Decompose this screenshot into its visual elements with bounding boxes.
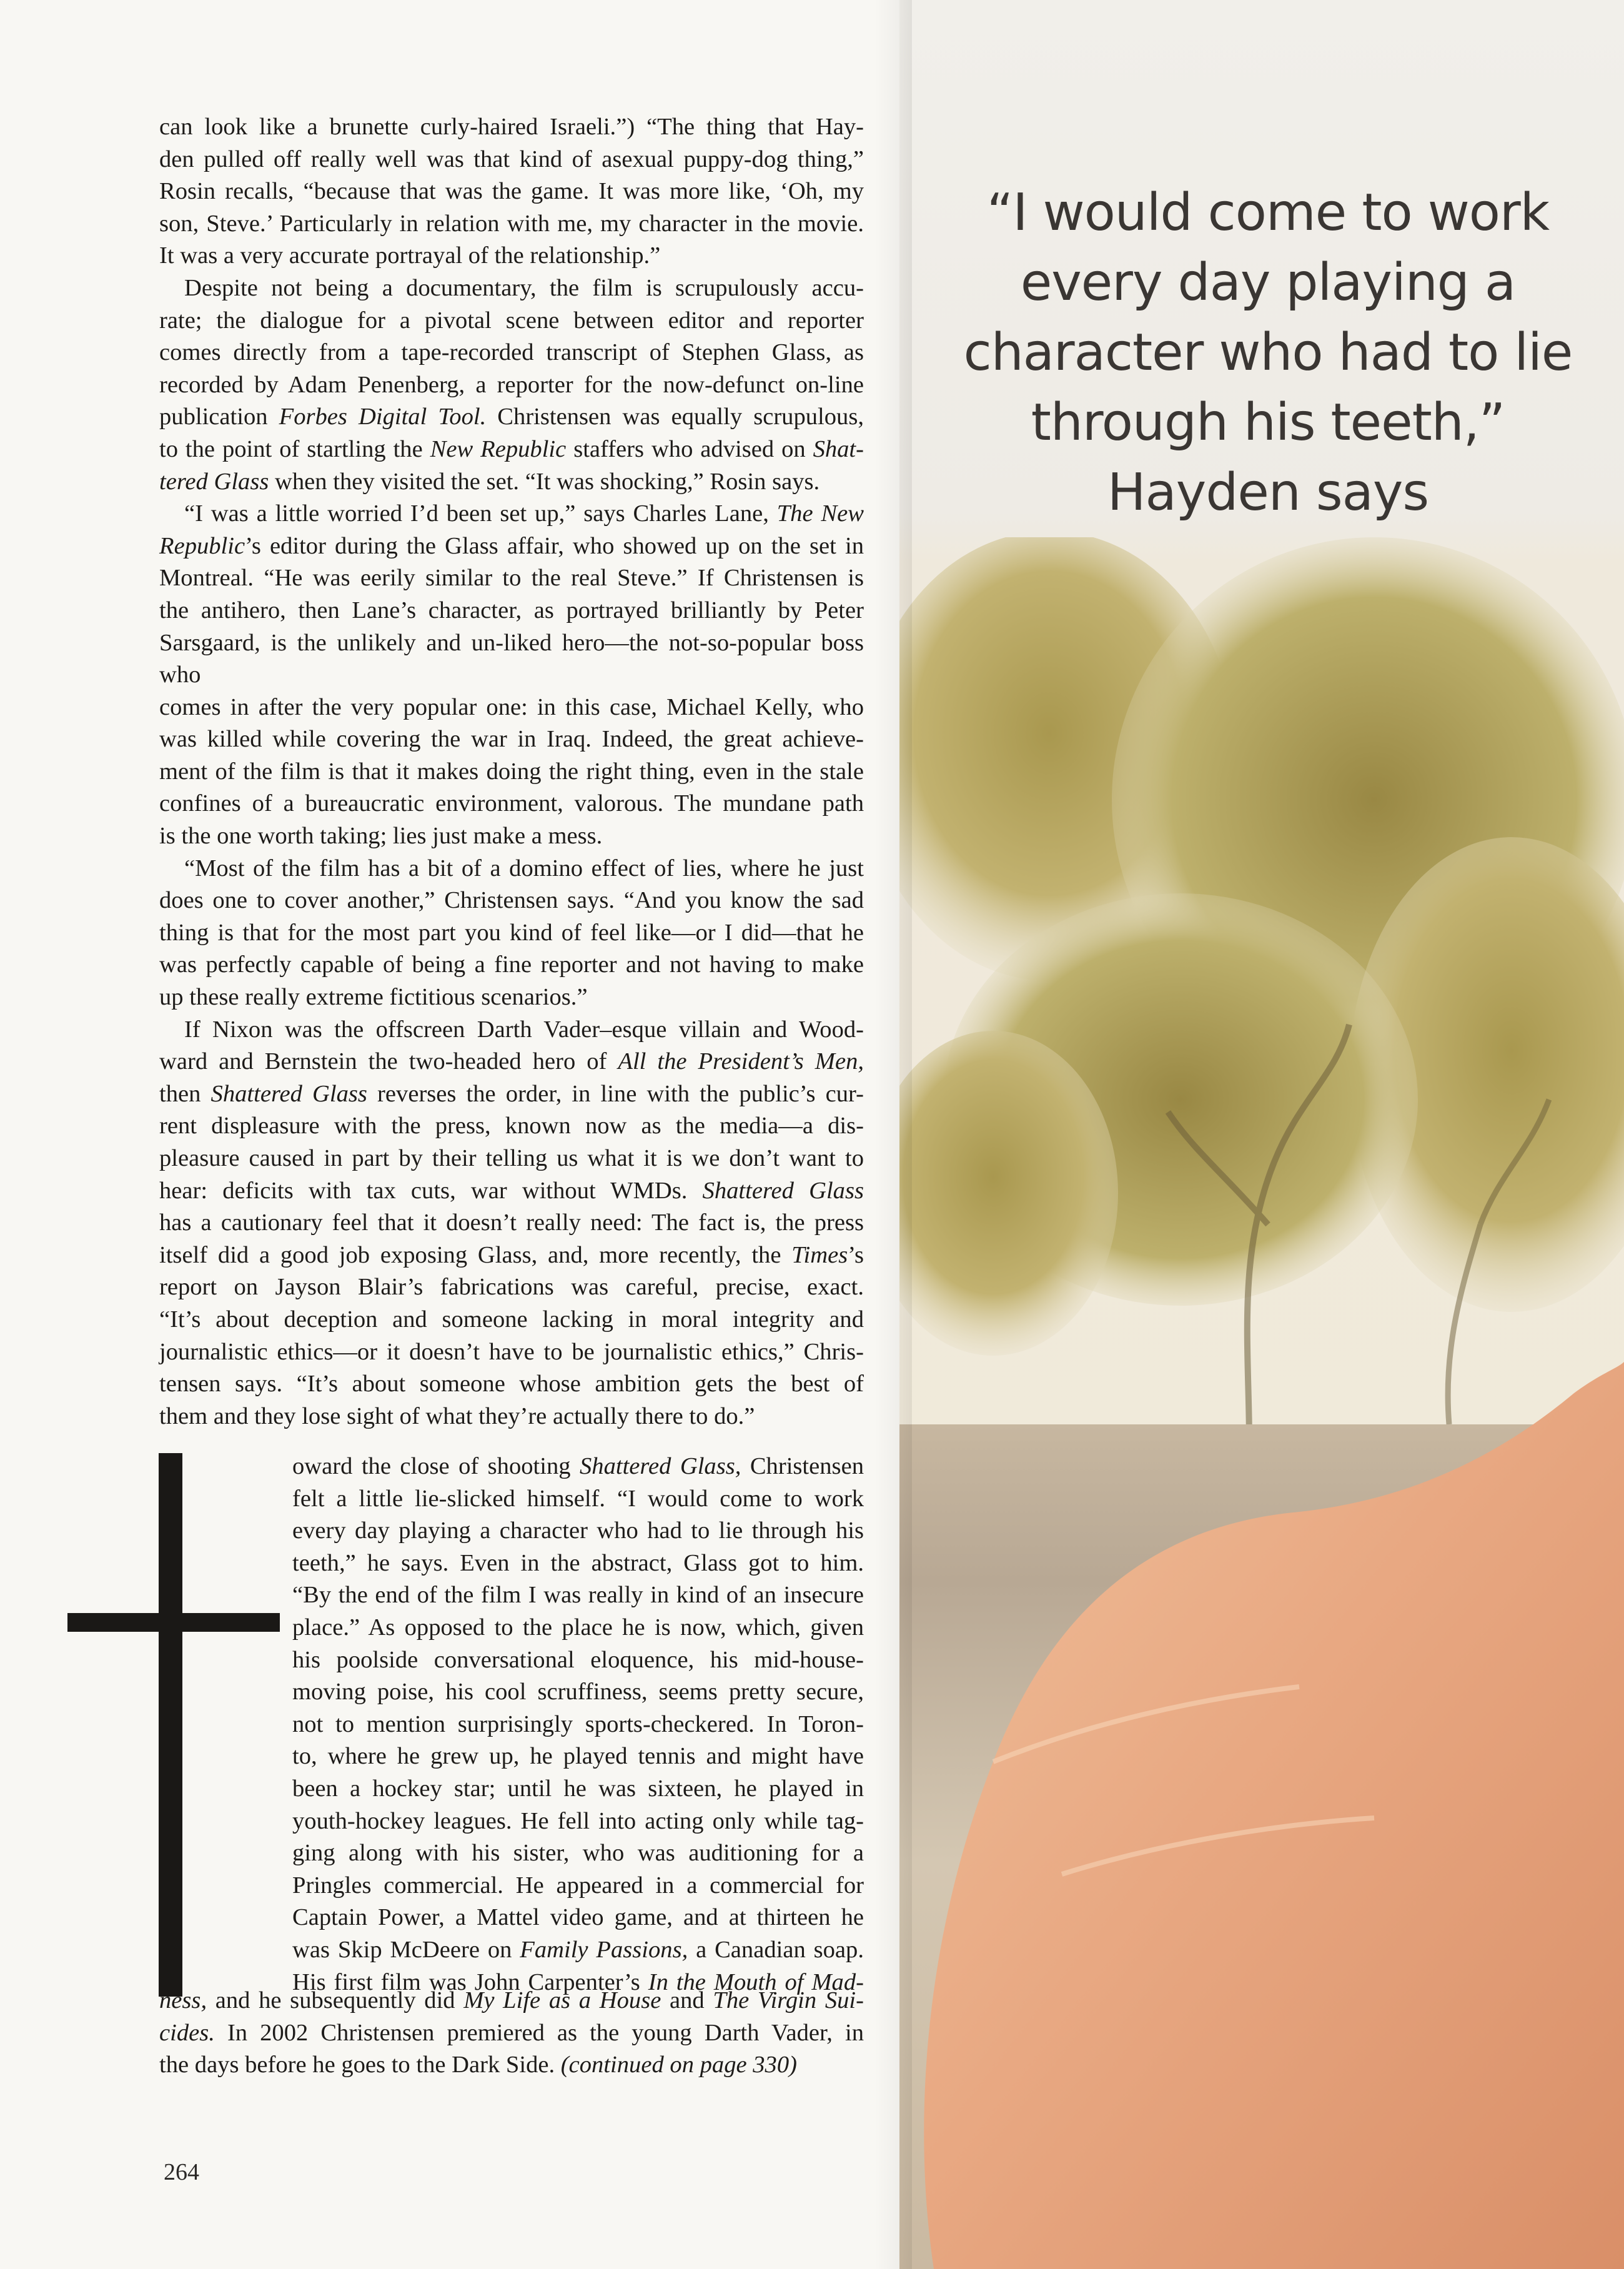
- text-line: rent displeasure with the press, known now as the media—a dis-: [159, 1113, 864, 1139]
- text-line: them and they lose sight of what they’re actually there to do.”: [159, 1403, 755, 1429]
- text-line: comes directly from a tape-recorded transcript of Stephen Glass, as: [159, 339, 864, 366]
- text-line: is the one worth taking; lies just make a mess.: [159, 823, 603, 850]
- text-line: journalistic ethics—or it doesn’t have to be journalistic ethics,” Chris-: [159, 1338, 864, 1365]
- article-body-column: [159, 111, 864, 1432]
- text-line: every day playing a character who had to lie through his: [292, 1517, 864, 1544]
- text-line: thing is that for the most part you kind of feel like—or I did—that he: [159, 919, 864, 946]
- paragraph: [159, 853, 864, 1014]
- drop-cap-letter-t: [67, 1451, 280, 2000]
- text-line: “By the end of the film I was really in kind of an insecure: [292, 1582, 864, 1609]
- text-line: youth-hockey leagues. He fell into acting only while tag-: [292, 1807, 864, 1834]
- text-line: Montreal. “He was eerily similar to the real Steve.” If Christensen is: [159, 565, 864, 592]
- text-line: son, Steve.’ Particularly in relation with me, my character in the movie.: [159, 210, 864, 237]
- text-line: Despite not being a documentary, the film is scrupulously accu-: [184, 274, 864, 301]
- pull-quote-line: through his teeth,”: [1031, 393, 1505, 452]
- text-line: been a hockey star; until he was sixteen, he played in: [292, 1775, 864, 1802]
- text-line: his poolside conversational eloquence, his mid-house-: [292, 1646, 864, 1673]
- text-line: publication Forbes Digital Tool. Christensen was equally scrupulous,: [159, 404, 864, 430]
- pull-quote-line: every day playing a: [1020, 253, 1516, 312]
- text-line: It was a very accurate portrayal of the relationship.”: [159, 242, 661, 269]
- text-line: to, where he grew up, he played tennis and might have: [292, 1743, 864, 1770]
- text-line: Sarsgaard, is the unlikely and un-liked hero—the not-so-popular boss who: [159, 629, 864, 688]
- pull-quote: [962, 178, 1574, 528]
- text-line: itself did a good job exposing Glass, and, more recently, the Times’s: [159, 1241, 864, 1268]
- text-line: pleasure caused in part by their telling us what it is we don’t want to: [159, 1145, 864, 1171]
- paragraph: [159, 272, 864, 498]
- text-line: ward and Bernstein the two-headed hero of All the President’s Men,: [159, 1048, 864, 1075]
- text-line: report on Jayson Blair’s fabrications was careful, precise, exact.: [159, 1274, 864, 1301]
- text-line: rate; the dialogue for a pivotal scene between editor and reporter: [159, 307, 864, 334]
- drop-cap-stem: [159, 1453, 182, 1997]
- text-line: was killed while covering the war in Iraq. Indeed, the great achieve-: [159, 726, 864, 753]
- text-line: can look like a brunette curly-haired Israeli.”) “The thing that Hay-: [159, 114, 864, 140]
- text-line: then Shattered Glass reverses the order, in line with the public’s cur-: [159, 1080, 864, 1107]
- text-line: hear: deficits with tax cuts, war without WMDs. Shattered Glass: [159, 1177, 864, 1204]
- text-line: moving poise, his cool scruffiness, seems pretty secure,: [292, 1679, 864, 1705]
- text-line: “It’s about deception and someone lacking in moral integrity and: [159, 1306, 864, 1333]
- text-line: recorded by Adam Penenberg, a reporter for the now-defunct on-line: [159, 371, 864, 398]
- article-tail: [159, 1985, 864, 2082]
- text-line: His first film was John Carpenter’s In the Mouth of Mad-: [292, 1969, 864, 1995]
- text-line: oward the close of shooting Shattered Glass, Christensen: [292, 1453, 864, 1479]
- text-line: up these really extreme fictitious scenarios.”: [159, 984, 588, 1011]
- text-line: ging along with his sister, who was auditioning for a: [292, 1840, 864, 1867]
- text-line: the antihero, then Lane’s character, as portrayed brilliantly by Peter: [159, 597, 864, 623]
- text-line: “Most of the film has a bit of a domino effect of lies, where he just: [184, 855, 864, 881]
- text-line: comes in after the very popular one: in this case, Michael Kelly, who: [159, 693, 864, 720]
- page-number: 264: [164, 2159, 199, 2185]
- continued-link[interactable]: (continued on page 330): [560, 2052, 797, 2078]
- text-line: was Skip McDeere on Family Passions, a Canadian soap.: [292, 1936, 864, 1963]
- text-line: felt a little lie-slicked himself. “I would come to work: [292, 1485, 864, 1512]
- text-line: Captain Power, a Mattel video game, and at thirteen he: [292, 1904, 864, 1931]
- text-line: Rosin recalls, “because that was the game. It was more like, ‘Oh, my: [159, 178, 864, 205]
- text-line: “I was a little worried I’d been set up,” says Charles Lane, The New: [184, 500, 864, 527]
- gutter-shadow: [874, 0, 912, 2269]
- text-line: ment of the film is that it makes doing the right thing, even in the stale: [159, 758, 864, 785]
- paragraph: [159, 111, 864, 272]
- text-line: If Nixon was the offscreen Darth Vader–esque villain and Wood-: [184, 1016, 864, 1043]
- text-line: does one to cover another,” Christensen says. “And you know the sad: [159, 887, 864, 914]
- paragraph: [159, 1014, 864, 1433]
- text-line: tensen says. “It’s about someone whose ambition gets the best of: [159, 1371, 864, 1398]
- text-line: tered Glass when they visited the set. “It was shocking,” Rosin says.: [159, 468, 820, 495]
- text-line: teeth,” he says. Even in the abstract, Glass got to him.: [292, 1549, 864, 1576]
- text-line: has a cautionary feel that it doesn’t really need: The fact is, the press: [159, 1209, 864, 1236]
- text-line: Republic’s editor during the Glass affair, who showed up on the set in: [159, 532, 864, 559]
- text-line: to the point of startling the New Republic staffers who advised on Shat-: [159, 435, 864, 462]
- text-line: was perfectly capable of being a fine reporter and not having to make: [159, 951, 864, 978]
- pull-quote-line: character who had to lie: [963, 323, 1573, 382]
- text-line: ness, and he subsequently did My Life as a House and The Virgin Sui-: [159, 1987, 864, 2013]
- pull-quote-line: Hayden says: [1107, 463, 1429, 522]
- pull-quote-line: “I would come to work: [986, 183, 1550, 242]
- text-line: not to mention surprisingly sports-checkered. In Toron-: [292, 1710, 864, 1737]
- drop-cap-paragraph: [292, 1451, 864, 1998]
- text-line: cides. In 2002 Christensen premiered as the young Darth Vader, in: [159, 2019, 864, 2046]
- text-line: den pulled off really well was that kind of asexual puppy-dog thing,”: [159, 146, 864, 172]
- paragraph: [159, 498, 864, 853]
- text-line: place.” As opposed to the place he is now, which, given: [292, 1614, 864, 1641]
- text-line: the days before he goes to the Dark Side. (continued on page 330): [159, 2052, 797, 2078]
- text-line: Pringles commercial. He appeared in a commercial for: [292, 1872, 864, 1899]
- text-line: confines of a bureaucratic environment, valorous. The mundane path: [159, 790, 864, 817]
